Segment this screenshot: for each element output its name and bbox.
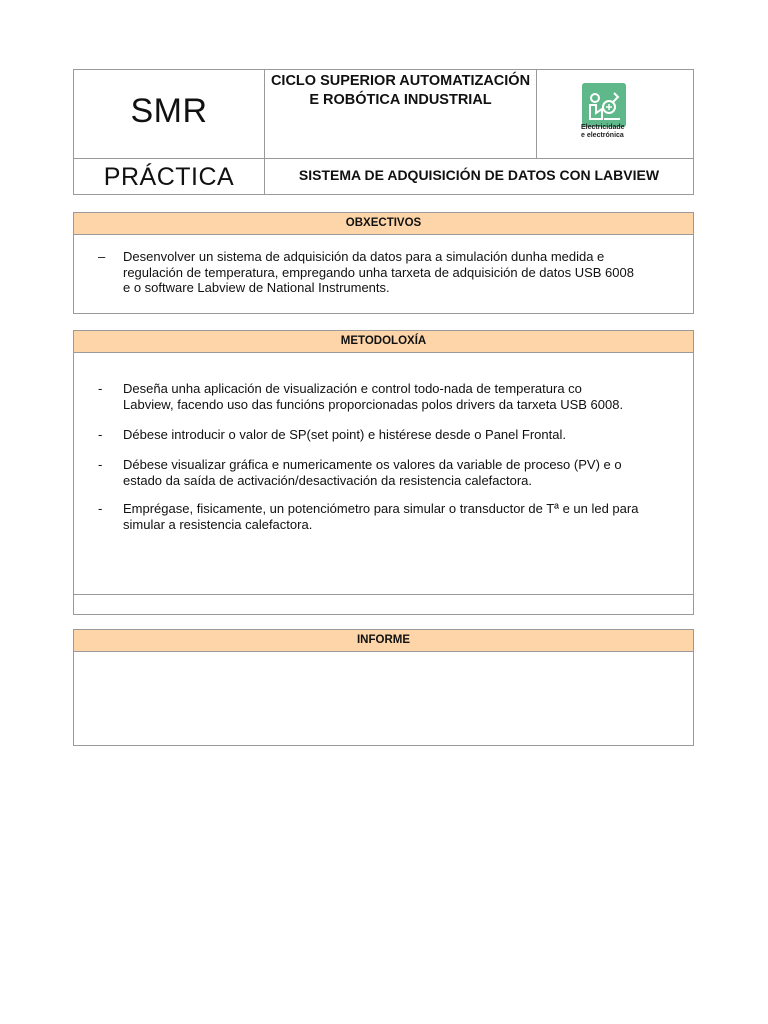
list-item-text (123, 427, 693, 443)
course-title-line: E ROBÓTICA INDUSTRIAL (309, 92, 492, 108)
text-line: Débese visualizar gráfica e numericamente os valores da variable de proceso (PV) e o (123, 457, 622, 472)
logo-caption-line: Electricidade (581, 124, 625, 131)
course-title (265, 72, 536, 110)
practica-label: PRÁCTICA (103, 163, 235, 191)
divider (536, 70, 537, 158)
electricity-logo-icon (582, 83, 626, 127)
text-line: Emprégase, fisicamente, un potenciómetro para simular o transductor de Tª e un led para (123, 501, 639, 516)
list-marker: – (98, 249, 106, 264)
list-marker: - (98, 501, 103, 516)
list-item-text (123, 501, 693, 532)
list-item-text (123, 249, 693, 296)
text-line: Débese introducir o valor de SP(set point) e histérese desde o Panel Frontal. (123, 427, 566, 442)
divider (74, 158, 693, 159)
header-table (73, 69, 694, 195)
practice-title: SISTEMA DE ADQUISICIÓN DE DATOS CON LABVIEW (298, 167, 660, 183)
text-line: Labview, facendo uso das funcións proporcionadas polos drivers da tarxeta USB 6008. (123, 396, 624, 412)
smr-label: SMR (130, 92, 208, 130)
divider (74, 594, 693, 595)
text-line: estado da saída de activación/desactivación da resistencia calefactora. (123, 472, 533, 488)
list-marker: - (98, 427, 103, 442)
list-marker: - (98, 381, 103, 396)
text-line: regulación de temperatura, empregando unha tarxeta de adquisición de datos USB 6008 (123, 264, 634, 280)
methodology-section (73, 330, 694, 615)
section-heading: OBXECTIVOS (74, 213, 693, 235)
text-line: simular a resistencia calefactora. (123, 516, 313, 532)
logo-caption-line: e electrónica (581, 132, 624, 139)
section-heading: INFORME (74, 630, 693, 652)
list-marker: - (98, 457, 103, 472)
text-line: Deseña unha aplicación de visualización e control todo-nada de temperatura co (123, 381, 582, 396)
course-title-line: CICLO SUPERIOR AUTOMATIZACIÓN (270, 73, 531, 89)
report-section (73, 629, 694, 746)
section-heading: METODOLOXÍA (74, 331, 693, 353)
list-item-text (123, 381, 693, 412)
list-item-text (123, 457, 693, 488)
text-line: e o software Labview de National Instruments. (123, 280, 390, 295)
text-line: Desenvolver un sistema de adquisición da datos para a simulación dunha medida e (123, 249, 605, 264)
logo-caption (581, 124, 625, 140)
objectives-section (73, 212, 694, 314)
